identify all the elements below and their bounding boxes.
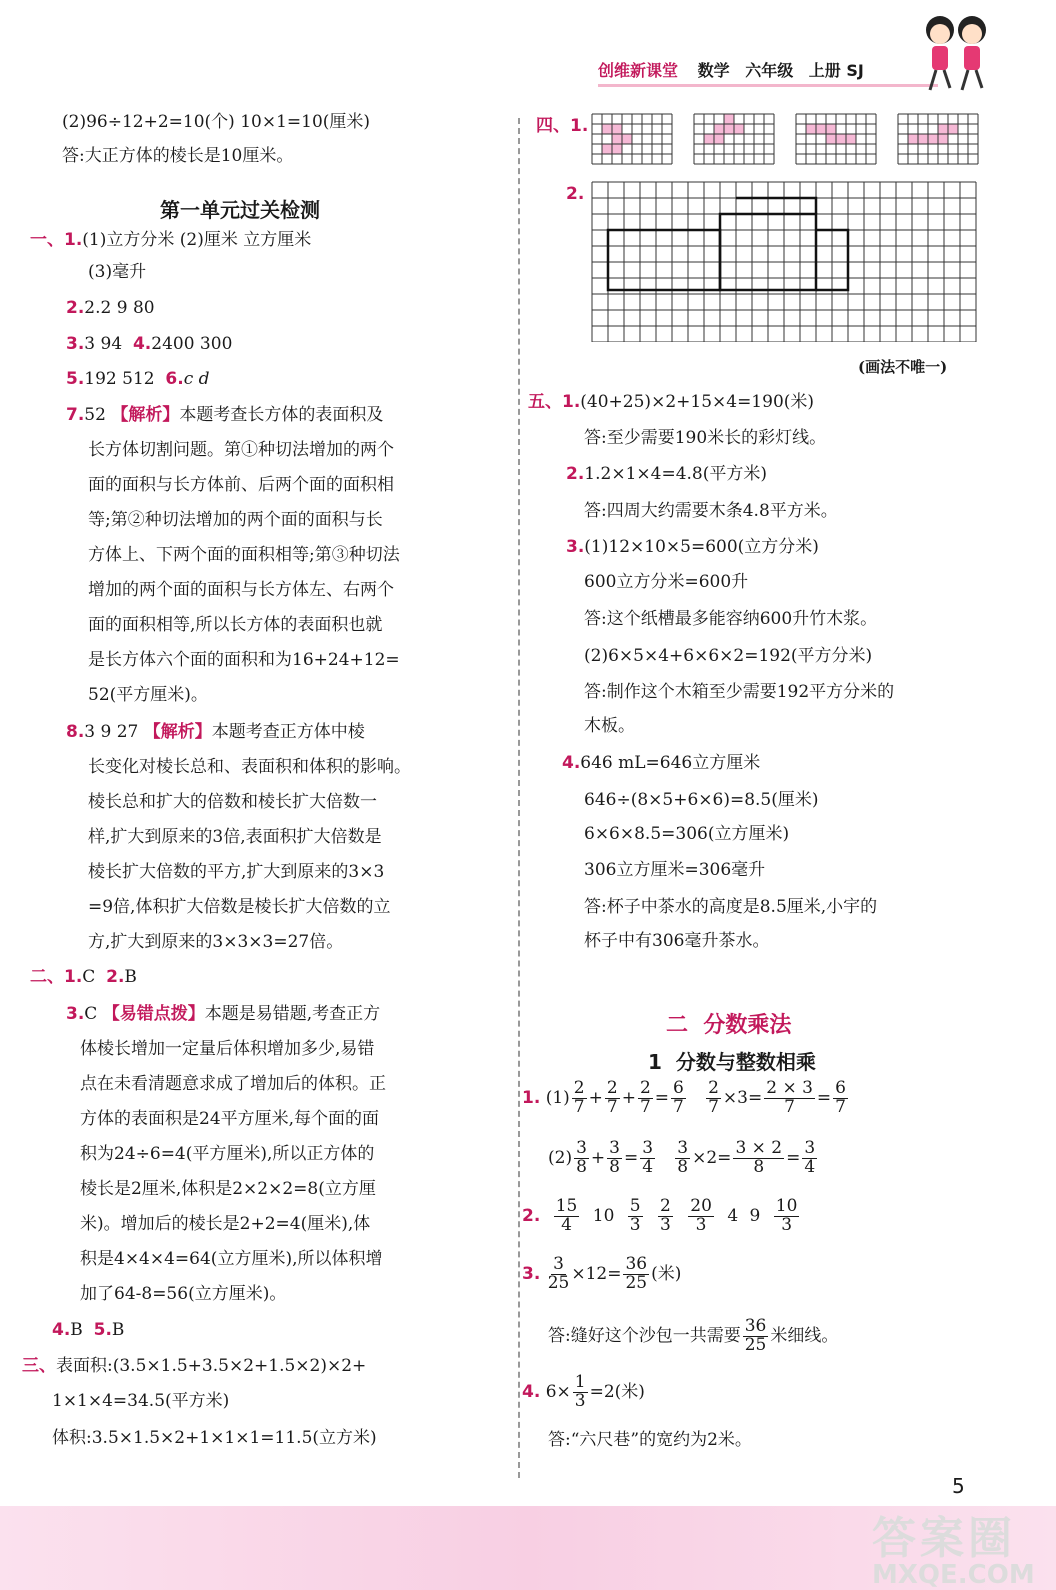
answer: 3 94	[84, 334, 123, 354]
q-num: 2.	[106, 967, 125, 987]
q-num: 7.	[66, 405, 85, 425]
lesson-title: 1 分数与整数相乘	[648, 1050, 816, 1074]
unit-title: 二 分数乘法	[666, 1013, 792, 1038]
q-num: 4.	[52, 1320, 71, 1340]
analysis-tag: 【解析】	[111, 405, 180, 425]
frac-line-1a: 1. (1) $\frac{2}{7}$ + $\frac{2}{7}$ + $\frac{2}{7}$ = $\frac{6}{7}$ $\frac{2}{7}$ ×3= $\frac{2 \times 3}{7}$ = $\frac{6}{7}$	[522, 1078, 846, 1117]
answer: 答:“六尺巷”的宽约为2米。	[548, 1430, 752, 1450]
analysis-line: 等;第②种切法增加的两个面的面积与长	[88, 510, 383, 530]
fraction: $\frac{2}{3}$	[660, 1196, 671, 1235]
analysis-line: 加了64-8=56(立方厘米)。	[80, 1284, 287, 1304]
fraction: $\frac{6}{7}$	[673, 1078, 684, 1117]
answer: (2)6×5×4+6×6×2=192(平方分米)	[584, 646, 873, 666]
small-grids	[590, 112, 990, 174]
q-num: 二、1.	[30, 967, 83, 987]
answer: 192 512	[84, 369, 155, 389]
net-grid	[796, 114, 876, 164]
analysis-line: 面的面积相等,所以长方体的表面积也就	[88, 615, 383, 635]
q-num: 五、1.	[528, 392, 581, 412]
fraction: $\frac{2}{7}$	[639, 1078, 651, 1117]
analysis-line: 本题考查长方体的表面积及	[179, 405, 384, 425]
page-number: 5	[952, 1474, 965, 1498]
frac-line-4: 4. 6× $\frac{1}{3}$ =2(米)	[522, 1372, 645, 1411]
section-title: 第一单元过关检测	[160, 198, 320, 222]
analysis-tag: 【解析】	[143, 722, 212, 742]
fraction: $\frac{20}{3}$	[690, 1196, 712, 1235]
analysis-line: 棱长总和扩大的倍数和棱长扩大倍数一	[88, 792, 377, 812]
answer: 木板。	[584, 716, 635, 736]
answer: 体积:3.5×1.5×2+1×1×1=11.5(立方米)	[52, 1428, 377, 1448]
answer: 表面积:(3.5×1.5+3.5×2+1.5×2)×2+	[56, 1356, 367, 1376]
q-num: 2.	[66, 298, 85, 318]
analysis-line: 52(平方厘米)。	[88, 685, 208, 705]
q-num: 2.	[566, 184, 585, 204]
column-divider	[518, 118, 520, 1478]
brand: 创维新课堂	[598, 61, 679, 80]
text-line: (2)96÷12+2=10(个) 10×1=10(厘米)	[62, 112, 371, 132]
analysis-line: 积是4×4×4=64(立方厘米),所以体积增	[80, 1249, 383, 1269]
analysis-line: 长方体切割问题。第①种切法增加的两个	[88, 440, 394, 460]
answer: 52	[84, 405, 106, 425]
frac-line-1b: (2) $\frac{3}{8}$ + $\frac{3}{8}$ = $\frac{3}{4}$ $\frac{3}{8}$ ×2= $\frac{3 \times 2}{8}$ = $\frac{3}{4}$	[548, 1138, 816, 1177]
answer: 306立方厘米=306毫升	[584, 860, 766, 880]
answer: 6×6×8.5=306(立方厘米)	[584, 824, 790, 844]
fraction: $\frac{2 \times 3}{7}$	[766, 1078, 813, 1117]
answer: 答:制作这个木箱至少需要192平方分米的	[584, 682, 895, 702]
answer: (1)立方分米 (2)厘米 立方厘米	[82, 230, 312, 250]
answer: C	[82, 967, 96, 987]
net-grid	[898, 114, 978, 164]
answer: 答:这个纸槽最多能容纳600升竹木浆。	[584, 609, 878, 629]
fraction: $\frac{3}{25}$	[547, 1254, 570, 1293]
q-num: 四、1.	[536, 116, 589, 136]
q-num: 8.	[66, 722, 85, 742]
analysis-line: 点在未看清题意求成了增加后的体积。正	[80, 1074, 386, 1094]
big-grid	[590, 180, 985, 342]
watermark: 答案圈 MXQE.COM	[872, 1513, 1035, 1590]
fraction: $\frac{2}{7}$	[573, 1078, 585, 1117]
answer: 答:杯子中茶水的高度是8.5厘米,小宇的	[584, 897, 878, 917]
analysis-line: 样,扩大到原来的3倍,表面积扩大倍数是	[88, 827, 382, 847]
fraction: $\frac{2}{7}$	[708, 1078, 719, 1117]
analysis-line: 积为24÷6=4(平方厘米),所以正方体的	[80, 1144, 375, 1164]
mascot-kids-icon	[918, 8, 996, 96]
analysis-line: 是长方体六个面的面积和为16+24+12=	[88, 650, 400, 670]
answer: 646 mL=646立方厘米	[580, 753, 761, 773]
analysis-line: =9倍,体积扩大倍数是棱长扩大倍数的立	[88, 897, 391, 917]
fraction: $\frac{36}{25}$	[744, 1316, 767, 1355]
answer: 1.2×1×4=4.8(平方米)	[584, 464, 767, 484]
analysis-line: 长变化对棱长总和、表面积和体积的影响。	[88, 757, 411, 777]
analysis-line: 米)。增加后的棱长是2+2=4(厘米),体	[80, 1214, 371, 1234]
edition: SJ	[846, 61, 864, 80]
analysis-line: 方体的表面积是24平方厘米,每个面的面	[80, 1109, 380, 1129]
net-grid	[694, 114, 774, 164]
analysis-line: 增加的两个面的面积与长方体左、右两个	[88, 580, 394, 600]
answer: C	[84, 1004, 98, 1024]
subject: 数学	[697, 61, 730, 80]
fraction: $\frac{2}{7}$	[606, 1078, 618, 1117]
answer: 答:至少需要190米长的彩灯线。	[584, 428, 827, 448]
analysis-line: 棱长扩大倍数的平方,扩大到原来的3×3	[88, 862, 385, 882]
q-num: 一、1.	[30, 230, 83, 250]
answer: 杯子中有306毫升茶水。	[584, 931, 770, 951]
answer: (1)12×10×5=600(立方分米)	[584, 537, 819, 557]
answer: (3)毫升	[88, 262, 147, 282]
net-grid	[592, 114, 672, 164]
answer: 3 9 27	[84, 722, 139, 742]
fraction: $\frac{3}{8}$	[677, 1138, 689, 1177]
q-num: 2.	[566, 464, 585, 484]
fraction: $\frac{3}{4}$	[642, 1138, 654, 1177]
answer: 2400 300	[151, 334, 233, 354]
q-num: 3.	[66, 334, 85, 354]
q-num: 3.	[66, 1004, 85, 1024]
fraction: $\frac{3 \times 2}{8}$	[735, 1138, 783, 1177]
q-num: 5.	[93, 1320, 112, 1340]
answer: 646÷(8×5+6×6)=8.5(厘米)	[584, 790, 819, 810]
frac-line-3-ans: 答:缝好这个沙包一共需要 $\frac{36}{25}$ 米细线。	[548, 1316, 839, 1355]
header	[598, 58, 864, 81]
q-num: 三、	[22, 1356, 56, 1376]
fraction: $\frac{3}{4}$	[804, 1138, 816, 1177]
drawing-note: (画法不唯一)	[858, 358, 948, 376]
fraction: $\frac{6}{7}$	[835, 1078, 846, 1117]
answer: c d	[183, 369, 210, 389]
answer: 答:四周大约需要木条4.8平方米。	[584, 501, 838, 521]
analysis-line: 面的面积与长方体前、后两个面的面积相	[88, 475, 394, 495]
q-num: 6.	[165, 369, 184, 389]
answer: (40+25)×2+15×4=190(米)	[580, 392, 815, 412]
q-num: 5.	[66, 369, 85, 389]
q-num: 4.	[562, 753, 581, 773]
fraction: $\frac{36}{25}$	[625, 1254, 648, 1293]
analysis-line: 本题是易错题,考查正方	[204, 1004, 381, 1024]
frac-line-2: 2. $\frac{15}{4}$ 10 $\frac{5}{3}$ $\frac{2}{3}$ $\frac{20}{3}$ 4 9 $\frac{10}{3}$	[522, 1196, 798, 1235]
fraction: $\frac{3}{8}$	[576, 1138, 587, 1177]
header-underline	[598, 84, 938, 87]
analysis-line: 棱长是2厘米,体积是2×2×2=8(立方厘	[80, 1179, 376, 1199]
q-num: 3.	[566, 537, 585, 557]
fraction: $\frac{5}{3}$	[629, 1196, 641, 1235]
text-line: 答:大正方体的棱长是10厘米。	[62, 146, 294, 166]
net-outline	[608, 230, 720, 290]
analysis-line: 本题考查正方体中棱	[211, 722, 365, 742]
frac-line-3: 3. $\frac{3}{25}$ ×12= $\frac{36}{25}$ (米)	[522, 1254, 682, 1293]
net-outline	[736, 198, 816, 214]
answer: B	[124, 967, 137, 987]
grade: 六年级	[745, 61, 794, 80]
volume: 上册	[808, 61, 841, 80]
fraction: $\frac{3}{8}$	[609, 1138, 620, 1177]
answer: 2.2 9 80	[84, 298, 155, 318]
answer: 1×1×4=34.5(平方米)	[52, 1391, 230, 1411]
fraction: $\frac{15}{4}$	[555, 1196, 578, 1235]
analysis-line: 方体上、下两个面的面积相等;第③种切法	[88, 545, 400, 565]
answer: B	[111, 1320, 125, 1340]
fraction: $\frac{1}{3}$	[574, 1372, 586, 1411]
fraction: $\frac{10}{3}$	[775, 1196, 798, 1235]
q-num: 4.	[132, 334, 152, 354]
analysis-line: 方,扩大到原来的3×3×3=27倍。	[88, 932, 344, 952]
answer: B	[70, 1320, 83, 1340]
answer: 600立方分米=600升	[584, 572, 749, 592]
tip-tag: 【易错点拨】	[102, 1004, 205, 1024]
analysis-line: 体棱长增加一定量后体积增加多少,易错	[80, 1039, 375, 1059]
